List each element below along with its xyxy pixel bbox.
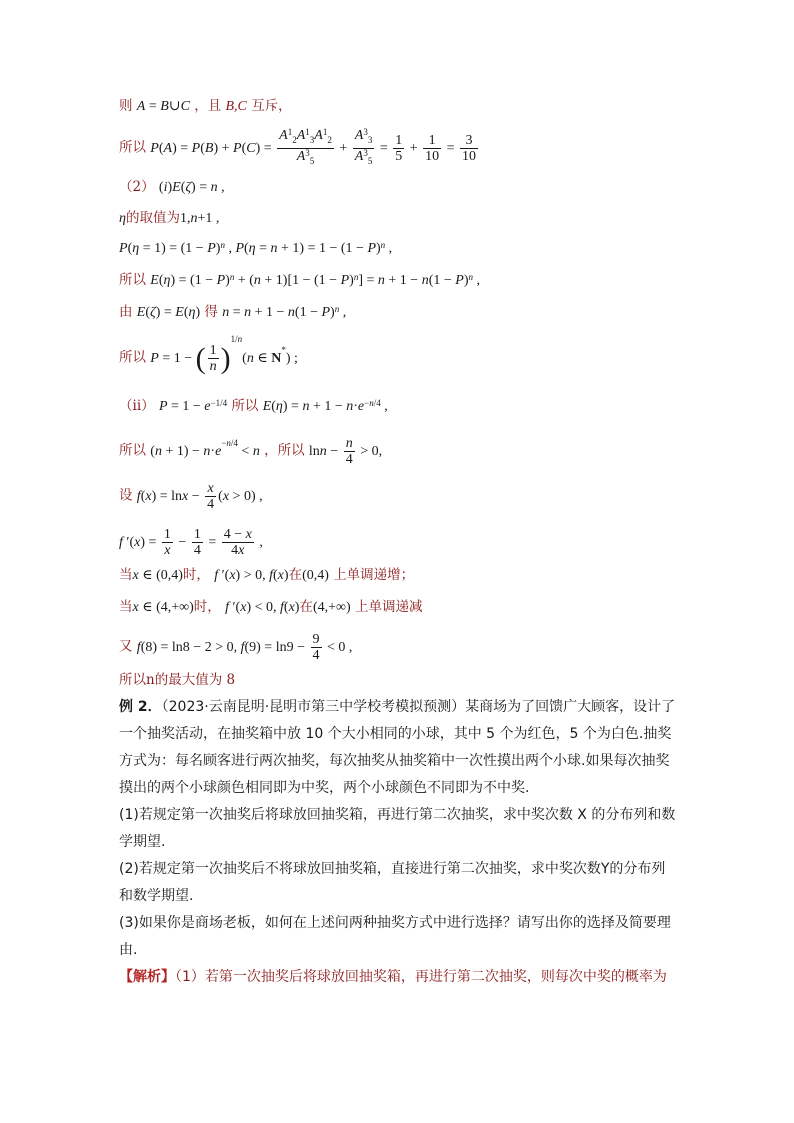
math-expectation-exp: $E(\eta) = n + 1 - n\cdot e^{-n/4}$ , [262, 398, 388, 414]
conclusion-text: 所以n的最大值为 8 [119, 672, 236, 688]
text: 上单调递增； [333, 567, 415, 583]
math-interval-1: x ∈ (0,4) [132, 568, 183, 583]
math-bc: B,C [225, 99, 247, 114]
text: 则 [119, 98, 133, 114]
math-probability-sum: P(A) = P(B) + P(C) = $\frac{A^1_2A^1_3A^1_2}{A^3_5}$ + $\frac{A^3_3}{A^3_5}$ = $\frac{1}{5}$ + $\frac{1}{10}$ = $\frac{3}{10}$ [150, 127, 477, 166]
text: 互斥， [251, 98, 292, 114]
example-2-block [119, 694, 679, 991]
math-eta: η [119, 211, 126, 226]
text: 上单调递减 [354, 599, 423, 615]
math-expectation-eta: $E(\eta) = (1 - P)^n + (n + 1)[1 - (1 - P)^n] = n + 1 - n(1 - P)^n$ , [150, 272, 480, 288]
text: 所以 [119, 349, 146, 366]
solution-line-15 [119, 632, 352, 663]
math-equal-expectation: E(ζ) = E(η) [136, 305, 201, 320]
solution-line-1: 则 A = B∪C ，且 B,C 互斥， [119, 98, 292, 114]
text: 所以 [119, 272, 146, 288]
math-distribution: $P(\eta = 1) = (1 - P)^n$ , $P(\eta = n + 1) = 1 - (1 - P)^n$ , [119, 240, 393, 256]
text: 当 [119, 567, 133, 583]
text: 当 [119, 599, 133, 615]
math-p-exp: $P = 1 - e^{-1/4}$ [158, 398, 228, 414]
text: 所以 [231, 398, 259, 414]
text: 又 [119, 638, 133, 655]
solution-line-4 [119, 208, 219, 229]
part-label: （2） [119, 179, 155, 195]
solution-start [119, 964, 679, 991]
solution-line-2 [119, 128, 480, 169]
question-1: (1)若规定第一次抽奖后将球放回抽奖箱，再进行第二次抽奖，求中奖次数 X 的分布列和数学期望. [119, 807, 676, 850]
solution-line-8 [119, 334, 298, 375]
math-interval-2: x ∈ (4,+∞) [132, 600, 194, 615]
solution-line-7 [119, 302, 346, 323]
solution-line-3 [119, 177, 225, 198]
math-a-eq-b-union-c: A [136, 99, 146, 114]
math-p-formula: P = 1 − ( $\frac{1}{n}$ )$^{1/n}$(n ∈ N*) ; [150, 334, 298, 375]
question-3: (3)如果你是商场老板，如何在上述问两种抽奖方式中进行选择？请写出你的选择及简要理由. [119, 915, 671, 958]
math-expectation-zeta: (i)E(ζ) = n , [158, 180, 225, 195]
text: ，所以 [264, 442, 305, 459]
solution-line-11 [119, 481, 263, 512]
solution-line-10 [119, 436, 382, 467]
text: 时， [193, 599, 221, 615]
math-values: 1,n+1 , [179, 211, 220, 226]
solution-line-9 [119, 396, 388, 417]
example-text: 某商场为了回馈广大顾客，设计了一个抽奖活动，在抽奖箱中放 10 个大小相同的小球，其中 5 个为红色，5 个为白色.抽奖方式为：每名顾客进行两次抽奖，每次抽奖从抽奖箱中一次性摸出两个小球.如果每次抽奖摸出的两个小球颜色相同即为中奖，两个小球颜色不同即为不中奖. [119, 699, 676, 796]
text: 在 [299, 599, 313, 615]
text: 所以 [119, 139, 146, 156]
solution-label: 【解析】 [119, 969, 175, 985]
math-equation: $n = n + 1 - n(1 - P)^n$ , [222, 304, 347, 320]
example-source: （2023·云南昆明·昆明市第三中学校考模拟预测） [161, 699, 466, 715]
solution-line-16 [119, 670, 235, 690]
math-inequality-2: lnn − $\frac{n}{4}$ > 0, [308, 436, 383, 467]
text: 设 [119, 487, 133, 504]
math-inequality-1: $(n + 1) - n\cdot e^{-n/4} < n$ [150, 438, 260, 459]
solution-line-5 [119, 238, 392, 259]
solution-text: （1）若第一次抽奖后将球放回抽奖箱，再进行第二次抽奖，则每次中奖的概率为 [175, 969, 667, 985]
text: ，且 [194, 98, 222, 114]
text: 得 [204, 304, 218, 320]
text: 所以 [119, 442, 146, 459]
text: 的取值为 [125, 210, 180, 226]
math-fprime-neg: f ′(x) < 0, f(x) [225, 600, 300, 615]
solution-line-12 [119, 527, 263, 558]
example-label: 例 2． [119, 699, 162, 715]
text: 时， [182, 567, 210, 583]
text: 在 [288, 567, 303, 583]
math-f-values: f(8) = ln8 − 2 > 0, f(9) = ln9 − $\frac{9}{4}$ < 0 , [136, 632, 353, 663]
solution-line-13: 当x ∈ (0,4)时， f ′(x) > 0, f(x)在(0,4) 上单调递增； [119, 567, 415, 583]
text: 由 [119, 304, 133, 320]
example-2-problem [119, 694, 679, 802]
solution-line-14: 当x ∈ (4,+∞)时， f ′(x) < 0, f(x)在(4,+∞) 上单调递减 [119, 599, 423, 615]
question-2: (2)若规定第一次抽奖后不将球放回抽奖箱，直接进行第二次抽奖，求中奖次数Y的分布列和数学期望. [119, 861, 666, 904]
math-define-f: f(x) = lnx − $\frac{x}{4}$ (x > 0) , [136, 481, 263, 512]
part-label: （ii） [119, 398, 155, 414]
math-fprime-pos: f ′(x) > 0, f(x) [214, 568, 289, 583]
solution-line-6 [119, 270, 480, 291]
math-derivative: f ′(x) = $\frac{1}{x}$ − $\frac{1}{4}$ = $\frac{4 - x}{4x}$ , [119, 527, 263, 558]
